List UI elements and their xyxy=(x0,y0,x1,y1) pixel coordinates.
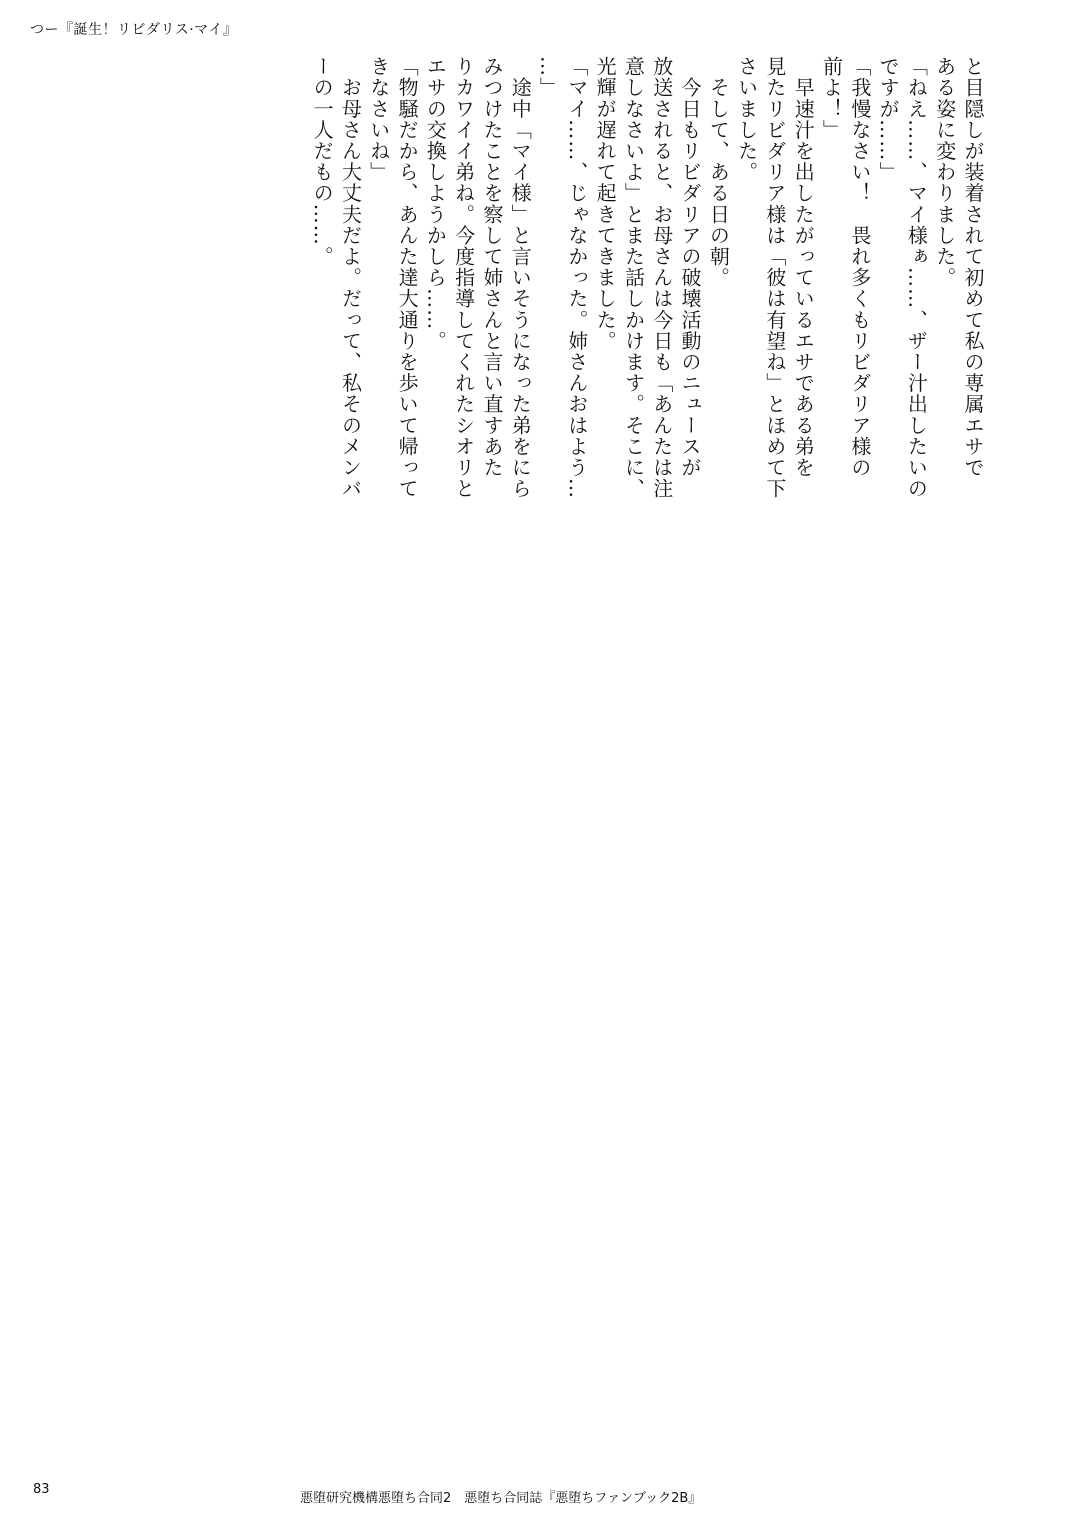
text-line: 意しなさいよ」とまた話しかけます。そこに、 xyxy=(621,56,646,500)
text-line: 途中「マイ様」と言いそうになった弟をにら xyxy=(508,56,533,500)
text-line: きなさいね」 xyxy=(366,56,391,183)
text-line: 光輝が遅れて起きてきました。 xyxy=(593,56,618,352)
text-line: …」 xyxy=(536,56,561,99)
page-number: 83 xyxy=(33,1482,50,1497)
text-line: 今日もリビダリアの破壊活動のニュースが xyxy=(678,56,703,478)
text-line: 前よ！」 xyxy=(819,56,844,141)
text-line: そして、ある日の朝。 xyxy=(706,56,731,289)
text-line: と目隠しが装着されて初めて私の専属エサで xyxy=(961,56,985,478)
vertical-text-body xyxy=(267,56,987,526)
text-line: 見たリビダリア様は「彼は有望ね」とほめて下 xyxy=(762,56,787,500)
text-line: さいました。 xyxy=(734,56,759,183)
book-title-footer: 悪堕研究機構悪堕ち合同2 悪堕ち合同誌『悪堕ちファンブック2B』 xyxy=(300,1491,702,1506)
text-line: ある姿に変わりました。 xyxy=(932,56,957,289)
text-line: 「我慢なさい！ 畏れ多くもリビダリア様の xyxy=(847,56,872,478)
text-line: りカワイイ弟ね。今度指導してくれたシオリと xyxy=(451,56,476,500)
text-line: 「マイ……、じゃなかった。姉さんおはよう… xyxy=(564,56,589,500)
text-line: ですが……」 xyxy=(876,56,901,183)
running-header: つー『誕生！リビダリス·マイ』 xyxy=(30,22,238,38)
text-line: エサの交換しようかしら……。 xyxy=(423,56,448,352)
text-line: 「物騒だから、あんた達大通りを歩いて帰って xyxy=(395,56,420,500)
text-line: みつけたことを察して姉さんと言い直すあた xyxy=(479,56,504,478)
text-line: 「ねえ……、マイ様ぁ……、ザー汁出したいの xyxy=(904,56,929,500)
text-line: ーの一人だもの……。 xyxy=(310,56,335,267)
text-line: お母さん大丈夫だよ。だって、私そのメンバ xyxy=(338,56,363,500)
text-line: 放送されると、お母さんは今日も「あんたは注 xyxy=(649,56,674,500)
text-line: 早速汁を出したがっているエサである弟を xyxy=(791,56,816,478)
